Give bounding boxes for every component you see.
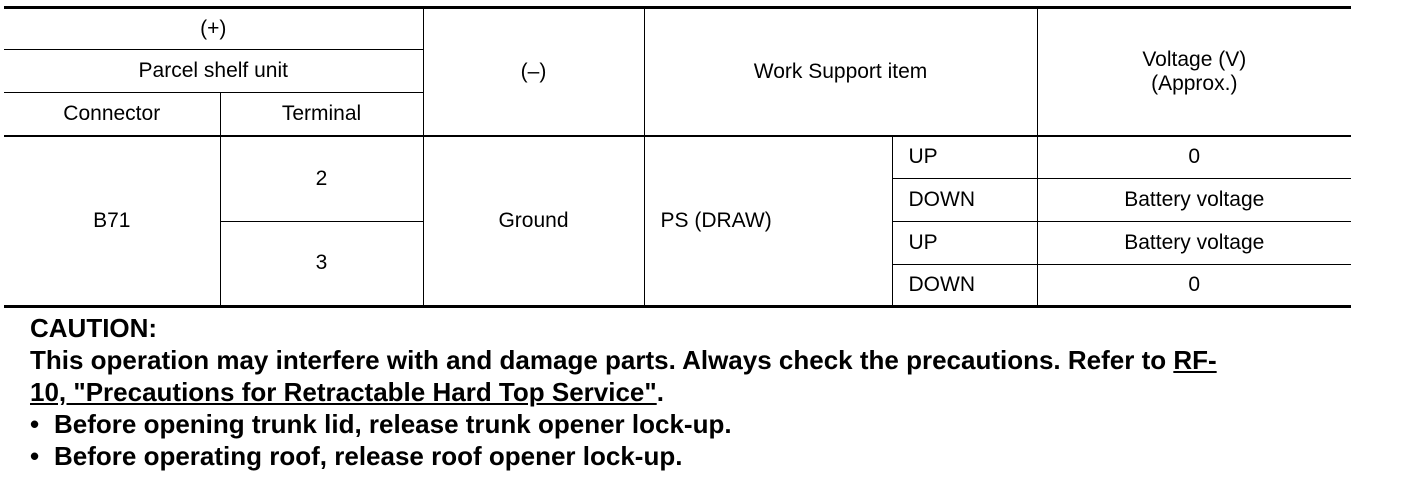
- bullet-icon: •: [30, 441, 40, 471]
- ground-cell: Ground: [423, 136, 644, 307]
- header-voltage-note: (Approx.): [1151, 71, 1238, 95]
- caution-text-body: This operation may interfere with and damage parts. Always check the precautions. Refer to: [30, 345, 1174, 375]
- header-voltage: [1037, 8, 1351, 136]
- spec-table: [4, 6, 1351, 308]
- condition-cell: UP: [892, 136, 1037, 179]
- header-voltage-label: Voltage (V): [1142, 47, 1247, 71]
- condition-cell: DOWN: [892, 265, 1037, 307]
- caution-bullet-list: [30, 408, 1400, 472]
- header-terminal: Terminal: [220, 93, 423, 136]
- header-parcel-shelf-unit: Parcel shelf unit: [4, 50, 423, 93]
- terminal-cell: 2: [220, 136, 423, 222]
- header-minus: (–): [423, 8, 644, 136]
- caution-bullet-item: [30, 440, 1400, 472]
- caution-block: [30, 312, 1400, 472]
- terminal-cell: 3: [220, 222, 423, 307]
- voltage-cell: Battery voltage: [1037, 179, 1351, 222]
- condition-cell: UP: [892, 222, 1037, 265]
- header-connector: Connector: [4, 93, 220, 136]
- caution-bullet-item: [30, 408, 1400, 440]
- work-support-item-cell: PS (DRAW): [644, 136, 892, 307]
- precautions-link-part2[interactable]: 10, "Precautions for Retractable Hard Top Service": [30, 377, 657, 407]
- caution-text: [30, 344, 1400, 408]
- caution-title: CAUTION:: [30, 313, 158, 343]
- header-plus: (+): [4, 8, 423, 50]
- bullet-icon: •: [30, 409, 40, 439]
- voltage-cell: 0: [1037, 265, 1351, 307]
- caution-period: .: [656, 377, 664, 407]
- header-work-support-item: Work Support item: [644, 8, 1037, 136]
- connector-cell: B71: [4, 136, 220, 307]
- caution-bullet-text: Before opening trunk lid, release trunk opener lock-up.: [54, 409, 732, 439]
- caution-bullet-text: Before operating roof, release roof opener lock-up.: [54, 441, 683, 471]
- voltage-cell: 0: [1037, 136, 1351, 179]
- condition-cell: DOWN: [892, 179, 1037, 222]
- precautions-link-part1[interactable]: RF-: [1173, 345, 1217, 375]
- voltage-cell: Battery voltage: [1037, 222, 1351, 265]
